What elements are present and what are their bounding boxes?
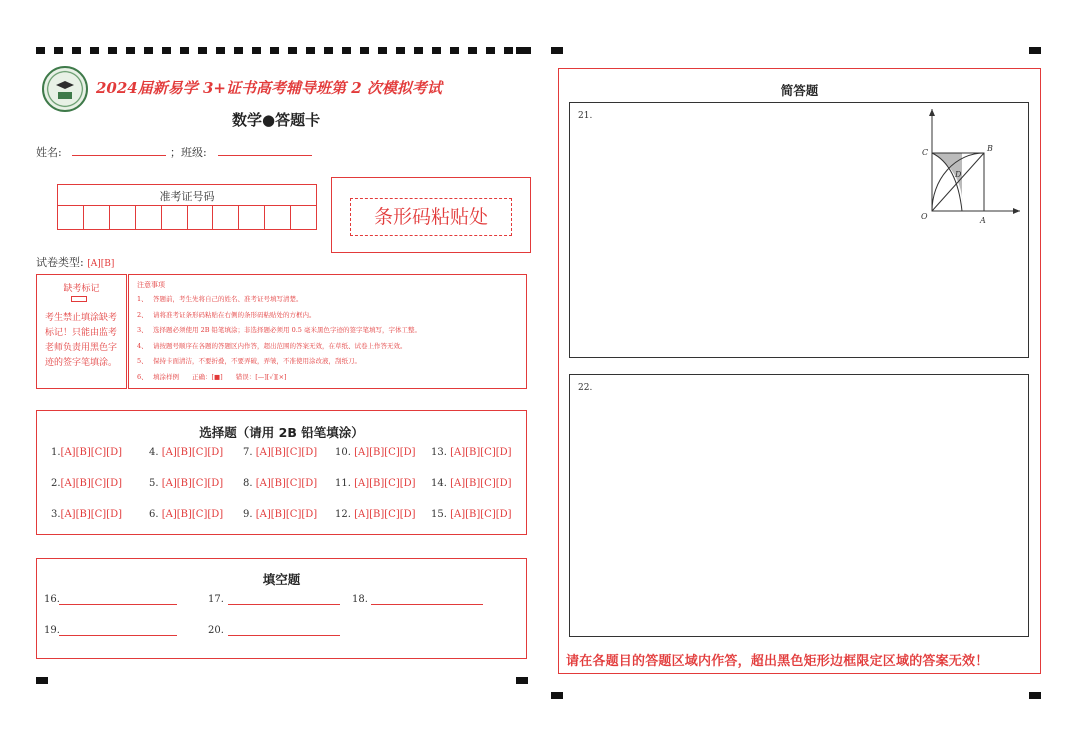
choice-item[interactable]: 7. [A][B][C][D] [243,447,318,458]
fill-label: 18. [352,594,368,605]
exam-id-cell[interactable] [213,206,239,230]
fill-answer-line[interactable] [228,635,340,636]
alignment-mark [516,47,528,54]
alignment-mark [36,677,48,684]
notes-title: 注意事项 [137,281,165,289]
name-field[interactable] [72,155,166,156]
choice-item[interactable]: 2.[A][B][C][D] [51,478,122,489]
choice-item[interactable]: 10. [A][B][C][D] [335,447,416,458]
exam-id-cell[interactable] [136,206,162,230]
fill-title: 填空题 [262,572,301,587]
exam-id-cell[interactable] [162,206,188,230]
exam-id-cell[interactable] [239,206,265,230]
top-timing-marks [36,47,532,54]
label-B: B [987,144,993,153]
label-O: O [921,212,928,221]
question-21-number: 21. [578,111,593,121]
paper-type-text: 试卷类型: [36,256,84,269]
fill-answer-line[interactable] [228,604,340,605]
short-answer-title: 简答题 [780,83,819,98]
question-22-area[interactable] [569,374,1029,637]
notes-box [128,274,527,389]
choice-item[interactable]: 1.[A][B][C][D] [51,447,122,458]
absent-mark-title: 缺考标记 [63,284,100,294]
note-item: 6、 填涂样例 正确：[■] 错误：[—][✓][×] [137,372,287,381]
fill-label: 16. [44,594,60,605]
choice-item[interactable]: 15. [A][B][C][D] [431,509,512,520]
paper-type-label [36,254,114,270]
fill-label: 19. [44,625,60,636]
note-item: 2、 请将准考证条形码粘贴在右侧的条形码粘贴处的方框内。 [137,310,316,319]
class-field[interactable] [218,155,312,156]
fill-answer-line[interactable] [59,635,177,636]
school-logo [42,66,88,112]
absent-mark-desc: 考生禁止填涂缺考标记！只能由监考老师负责用黑色字迹的签字笔填涂。 [45,313,118,368]
exam-title: 2024届新易学 3+证书高考辅导班第 2 次模拟考试 [96,79,442,97]
notes-list [137,294,421,387]
graduation-cap-icon [56,81,74,89]
choice-item[interactable]: 13. [A][B][C][D] [431,447,512,458]
geometry-figure [910,105,1025,235]
choice-item[interactable]: 11. [A][B][C][D] [335,478,416,489]
alignment-mark [551,692,563,699]
choice-item[interactable]: 9. [A][B][C][D] [243,509,318,520]
fill-section [36,558,527,659]
alignment-mark [516,677,528,684]
warning-text: 请在各题目的答题区域内作答，超出黑色矩形边框限定区域的答案无效！ [566,654,989,669]
exam-id-cell[interactable] [291,206,316,230]
note-item: 1、 答题前，考生先将自己的姓名、准考证号填写清楚。 [137,295,303,303]
choice-item[interactable]: 5. [A][B][C][D] [149,478,224,489]
exam-id-cells[interactable] [58,205,316,230]
note-item: 5、 保持卡面清洁，不要折叠，不要弄破，弄皱，不准使用涂改液，刮纸刀。 [137,357,361,365]
name-label: 姓名: [36,146,62,159]
exam-id-cell[interactable] [58,206,84,230]
book-icon [58,92,72,99]
answer-sheet-title: 数学●答题卡 [232,111,321,129]
paper-type-options[interactable]: [A][B] [87,259,115,269]
label-D: D [955,170,962,179]
label-C: C [922,148,929,157]
question-21-area[interactable] [569,102,1029,358]
fill-answer-line[interactable] [59,604,177,605]
choice-item[interactable]: 6. [A][B][C][D] [149,509,224,520]
note-item: 4、 请按题号顺序在各题的答题区内作答，超出范围的答案无效，在草纸、试卷上作答无效。 [137,341,407,350]
choice-item[interactable]: 14. [A][B][C][D] [431,478,512,489]
exam-id-cell[interactable] [265,206,291,230]
exam-id-label: 准考证号码 [159,190,215,203]
choice-grid [51,447,521,521]
class-label: ；班级: [170,146,207,159]
fill-answer-line[interactable] [371,604,483,605]
note-item: 3、 选择题必须使用 2B 铅笔填涂；非选择题必须用 0.5 毫米黑色字迹的签字笔填写，字体工整。 [137,326,422,334]
alignment-mark [1029,47,1041,54]
choice-section [36,410,527,535]
exam-id-cell[interactable] [188,206,214,230]
fill-label: 17. [208,594,224,605]
choice-item[interactable]: 8. [A][B][C][D] [243,478,318,489]
fill-label: 20. [208,625,224,636]
choice-item[interactable]: 4. [A][B][C][D] [149,447,224,458]
question-22-number: 22. [578,383,593,393]
alignment-mark [551,47,563,54]
choice-title: 选择题（请用 2B 铅笔填涂） [199,425,364,440]
choice-item[interactable]: 3.[A][B][C][D] [51,509,122,520]
exam-id-box [57,184,317,230]
barcode-label: 条形码粘贴处 [350,198,512,236]
alignment-mark [1029,692,1041,699]
barcode-area [331,177,531,253]
exam-id-cell[interactable] [84,206,110,230]
label-A: A [980,216,986,225]
exam-id-cell[interactable] [110,206,136,230]
choice-item[interactable]: 12. [A][B][C][D] [335,509,416,520]
absent-mark-checkbox[interactable] [71,296,87,302]
absent-mark-box [36,274,127,389]
